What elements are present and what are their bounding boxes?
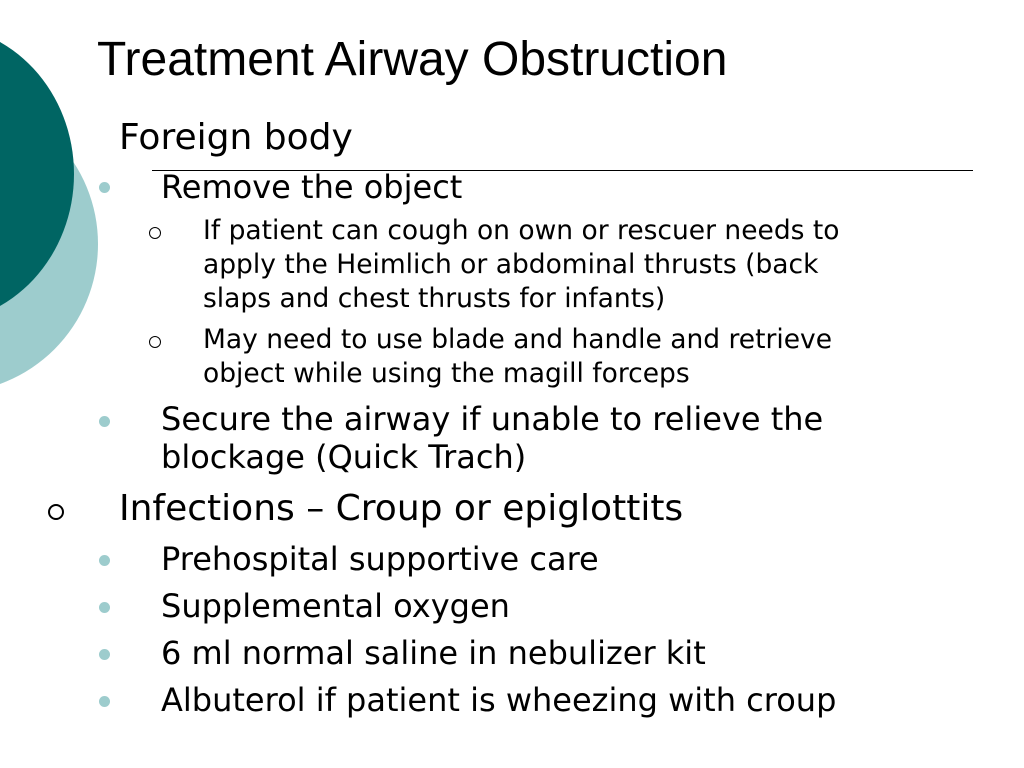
bullet-normal-saline: 6 ml normal saline in nebulizer kit bbox=[161, 634, 706, 672]
bullet-secure-airway-line-2: blockage (Quick Trach) bbox=[161, 438, 527, 476]
bullet-dot-icon bbox=[99, 416, 110, 427]
bullet-dot-icon bbox=[99, 696, 110, 707]
bullet-supportive-care: Prehospital supportive care bbox=[161, 540, 599, 578]
bullet-secure-airway-line-1: Secure the airway if unable to relieve the bbox=[161, 400, 824, 438]
section-heading-infections: Infections – Croup or epiglottits bbox=[119, 488, 684, 529]
slide-title: Treatment Airway Obstruction bbox=[97, 33, 728, 86]
bullet-dot-icon bbox=[99, 182, 110, 193]
sub-bullet-ring-icon bbox=[149, 336, 161, 348]
sub-bullet-blade-line-1: May need to use blade and handle and retrieve bbox=[203, 324, 833, 355]
section-heading-foreign-body: Foreign body bbox=[119, 117, 353, 158]
bullet-albuterol: Albuterol if patient is wheezing with croup bbox=[161, 681, 837, 719]
sub-bullet-ring-icon bbox=[149, 227, 161, 239]
sub-bullet-cough-line-1: If patient can cough on own or rescuer needs to bbox=[203, 215, 840, 246]
bullet-dot-icon bbox=[99, 649, 110, 660]
sub-bullet-cough-line-3: slaps and chest thrusts for infants) bbox=[203, 283, 666, 314]
bullet-supplemental-oxygen: Supplemental oxygen bbox=[161, 587, 510, 625]
section-ring-icon bbox=[48, 504, 64, 520]
bullet-dot-icon bbox=[99, 602, 110, 613]
sub-bullet-cough-line-2: apply the Heimlich or abdominal thrusts (back bbox=[203, 249, 819, 280]
sub-bullet-blade-line-2: object while using the magill forceps bbox=[203, 358, 690, 389]
bullet-remove-object: Remove the object bbox=[161, 168, 463, 206]
bullet-dot-icon bbox=[99, 555, 110, 566]
